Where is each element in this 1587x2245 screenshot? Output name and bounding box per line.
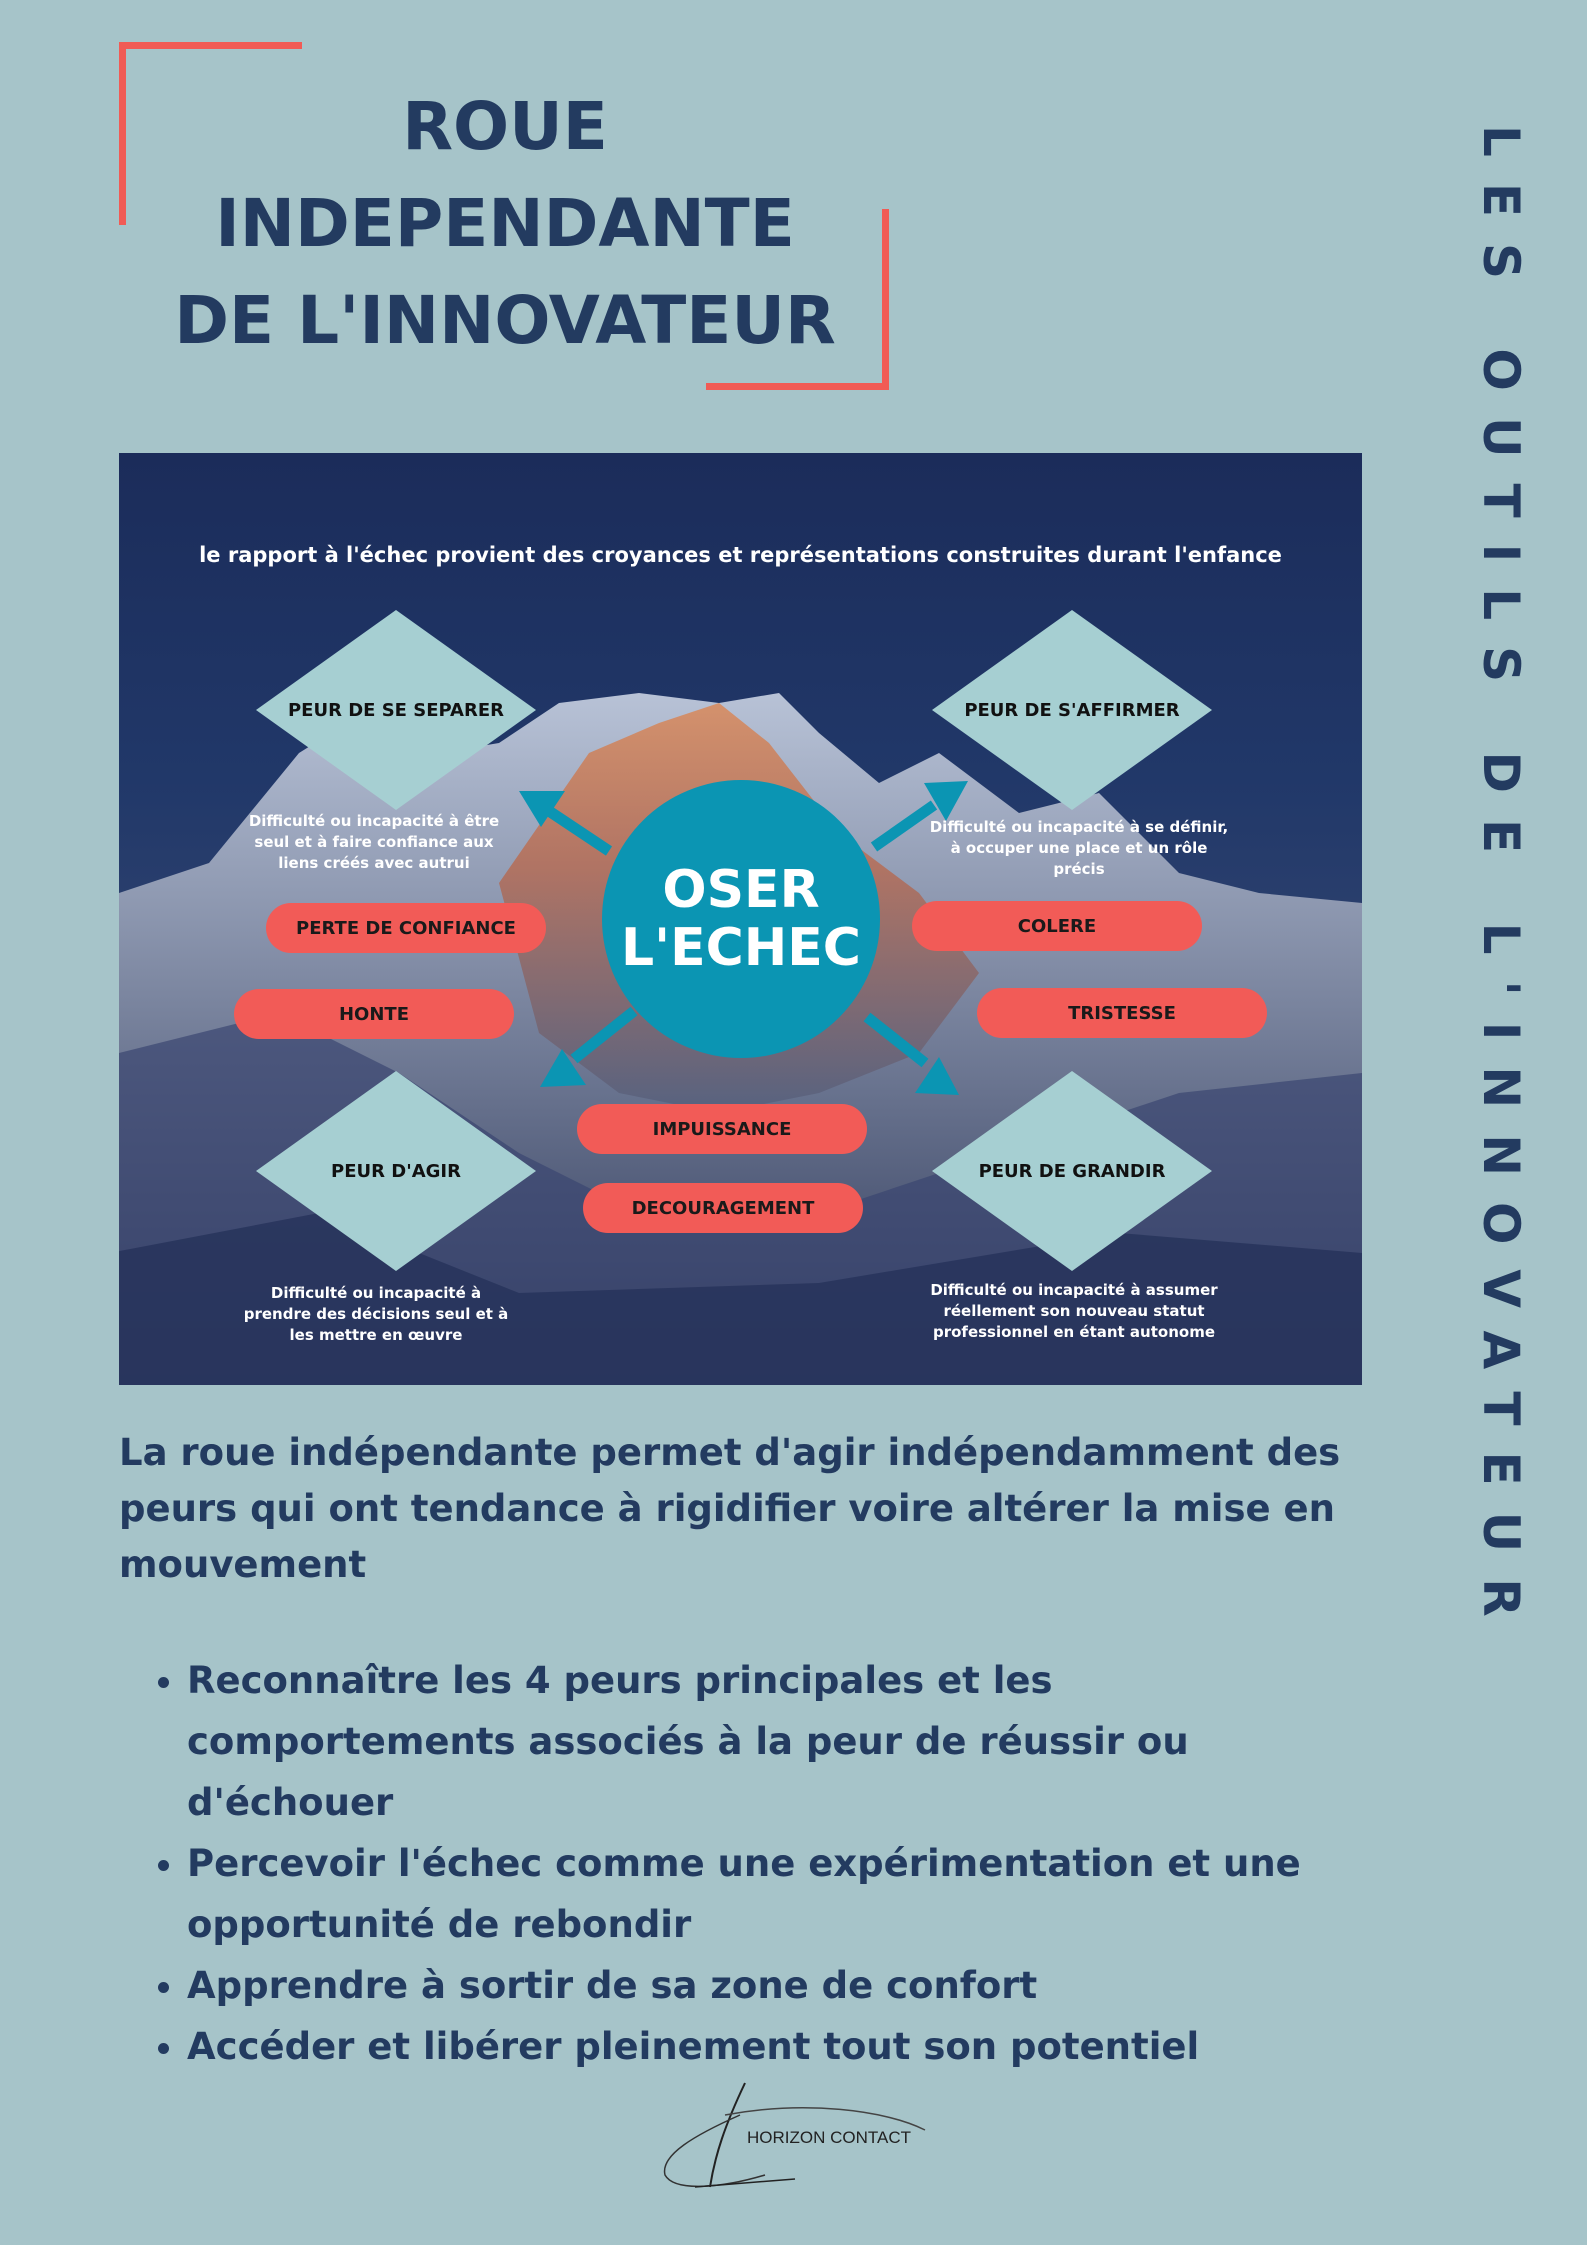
fear-wheel-diagram [119, 453, 1362, 1385]
center-line-1: OSER [662, 860, 820, 920]
emotion-pill-decouragement: DECOURAGEMENT [583, 1183, 863, 1233]
description-top-right: Difficulté ou incapacité à se définir, à occuper une place et un rôle précis [929, 818, 1229, 878]
diamond-peur-de-s-affirmer [932, 610, 1212, 810]
title-line-1: ROUE [402, 88, 608, 165]
logo-text: HORIZON CONTACT [747, 2128, 912, 2147]
fear-label: PEUR D'AGIR [331, 1160, 461, 1182]
description-top-left: Difficulté ou incapacité à être seul et à faire confiance aux liens créés avec autrui [248, 812, 500, 872]
title-line-3: DE L'INNOVATEUR [174, 282, 836, 359]
arrow-down-left-icon [534, 1001, 644, 1091]
emotion-pill-colere: COLERE [912, 901, 1202, 951]
emotion-pill-tristesse: TRISTESSE [977, 988, 1267, 1038]
diagram-caption: le rapport à l'échec provient des croyances et représentations construites durant l'enfance [199, 543, 1282, 567]
emotion-pill-impuissance: IMPUISSANCE [577, 1104, 867, 1154]
bracket-bottom-right-vertical [882, 209, 889, 390]
arrow-down-right-icon [859, 1009, 969, 1099]
objectives-list [119, 1650, 1387, 2077]
description-bottom-left: Difficulté ou incapacité à prendre des décisions seul et à les mettre en œuvre [243, 1284, 509, 1344]
description-bottom-right: Difficulté ou incapacité à assumer réellement son nouveau statut professionnel en étant autonome [930, 1281, 1218, 1341]
list-item: • Reconnaître les 4 peurs principales et les comportements associés à la peur de réussir ou d'échouer [187, 1650, 1387, 1833]
diamond-peur-de-se-separer [256, 610, 536, 810]
fear-label: PEUR DE SE SEPARER [287, 699, 504, 721]
page-title [160, 78, 850, 369]
title-line-2: INDEPENDANTE [215, 185, 795, 262]
diamond-peur-de-grandir [932, 1071, 1212, 1271]
fear-label: PEUR DE S'AFFIRMER [964, 699, 1180, 721]
emotion-pill-perte-de-confiance: PERTE DE CONFIANCE [266, 903, 546, 953]
emotion-pill-honte: HONTE [234, 989, 514, 1039]
center-line-2: L'ECHEC [621, 918, 861, 978]
bracket-bottom-right-horizontal [706, 383, 889, 390]
bracket-top-left-horizontal [119, 42, 302, 49]
bracket-top-left-vertical [119, 42, 126, 225]
side-title: LES OUTILS DE L'INNOVATEUR [1472, 125, 1530, 1643]
arrow-up-left-icon [519, 783, 619, 863]
arrow-up-right-icon [864, 775, 974, 855]
fear-label: PEUR DE GRANDIR [978, 1160, 1166, 1182]
diamond-peur-d-agir [256, 1071, 536, 1271]
center-circle [602, 780, 880, 1058]
intro-paragraph: La roue indépendante permet d'agir indépendamment des peurs qui ont tendance à rigidifier voire altérer la mise en mouvement [119, 1431, 1341, 1586]
list-item: • Accéder et libérer pleinement tout son potentiel [187, 2016, 1387, 2077]
moon-icon [843, 583, 879, 635]
horizon-contact-logo [655, 2075, 935, 2195]
list-item: • Percevoir l'échec comme une expérimentation et une opportunité de rebondir [187, 1833, 1387, 1955]
list-item: • Apprendre à sortir de sa zone de confort [187, 1955, 1387, 2016]
